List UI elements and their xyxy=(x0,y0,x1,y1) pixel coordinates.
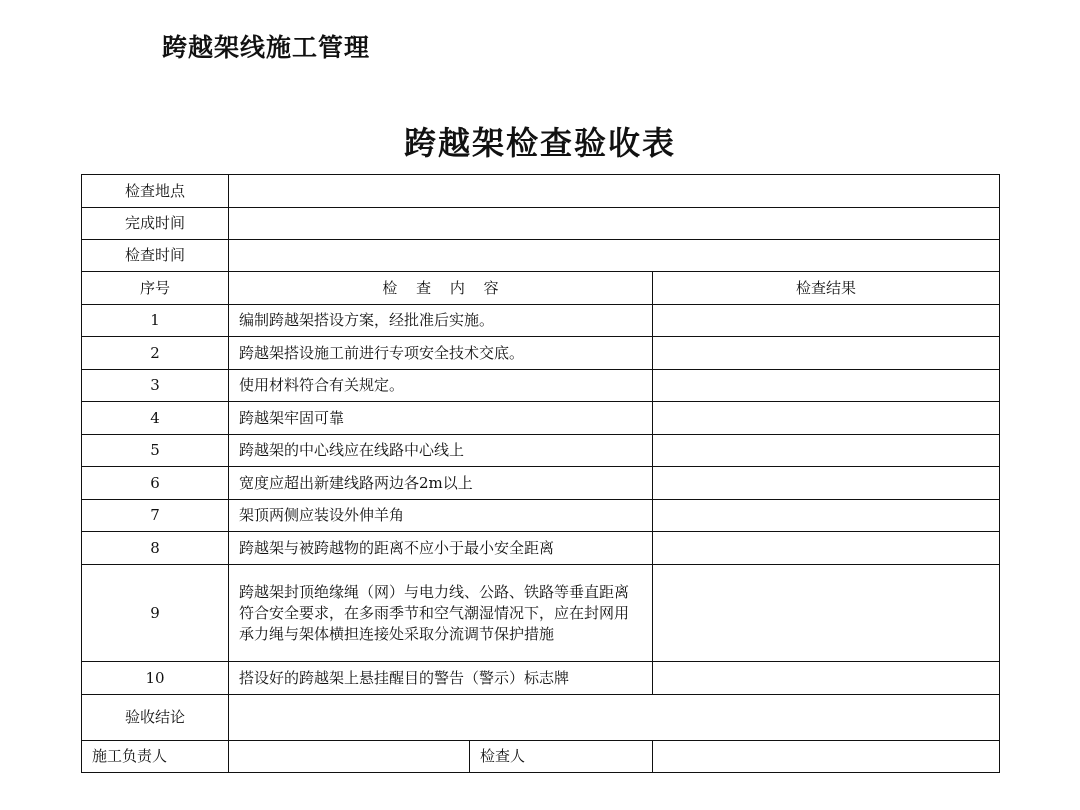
info-row-location xyxy=(82,175,1000,208)
table-row xyxy=(82,662,1000,695)
item-no: 8 xyxy=(82,532,229,565)
item-content: 跨越架与被跨越物的距离不应小于最小安全距离 xyxy=(229,532,653,565)
info-row-inspection-time xyxy=(82,240,1000,272)
page-header-title: 跨越架线施工管理 xyxy=(162,33,371,62)
item-result[interactable] xyxy=(653,467,1000,500)
table-row xyxy=(82,435,1000,467)
inspection-time-label: 检查时间 xyxy=(82,240,229,272)
item-content: 使用材料符合有关规定。 xyxy=(229,370,653,402)
location-label: 检查地点 xyxy=(82,175,229,208)
table-row xyxy=(82,370,1000,402)
column-header-no: 序号 xyxy=(82,272,229,305)
signature-row xyxy=(82,741,1000,773)
construction-leader-label: 施工负责人 xyxy=(82,741,229,773)
info-row-completion-time xyxy=(82,208,1000,240)
item-result[interactable] xyxy=(653,500,1000,532)
item-no: 1 xyxy=(82,305,229,337)
item-no: 10 xyxy=(82,662,229,695)
column-header-result: 检查结果 xyxy=(653,272,1000,305)
table-row xyxy=(82,565,1000,662)
table-row xyxy=(82,532,1000,565)
item-no: 2 xyxy=(82,337,229,370)
conclusion-value[interactable] xyxy=(229,695,1000,741)
conclusion-label: 验收结论 xyxy=(82,695,229,741)
item-content: 跨越架牢固可靠 xyxy=(229,402,653,435)
item-content: 跨越架的中心线应在线路中心线上 xyxy=(229,435,653,467)
item-no: 5 xyxy=(82,435,229,467)
item-content: 编制跨越架搭设方案，经批准后实施。 xyxy=(229,305,653,337)
item-content: 搭设好的跨越架上悬挂醒目的警告（警示）标志牌 xyxy=(229,662,653,695)
column-header-row xyxy=(82,272,1000,305)
item-result[interactable] xyxy=(653,402,1000,435)
inspection-form-table xyxy=(81,174,1000,773)
item-no: 7 xyxy=(82,500,229,532)
inspector-label: 检查人 xyxy=(470,741,653,773)
table-row xyxy=(82,500,1000,532)
item-no: 6 xyxy=(82,467,229,500)
construction-leader-value[interactable] xyxy=(229,741,470,773)
item-result[interactable] xyxy=(653,370,1000,402)
item-no: 4 xyxy=(82,402,229,435)
item-result[interactable] xyxy=(653,337,1000,370)
inspector-value[interactable] xyxy=(653,741,1000,773)
item-content: 跨越架封顶绝缘绳（网）与电力线、公路、铁路等垂直距离符合安全要求，在多雨季节和空气潮湿情况下，应在封网用承力绳与架体横担连接处采取分流调节保护措施 xyxy=(229,565,653,662)
table-row xyxy=(82,402,1000,435)
form-title: 跨越架检查验收表 xyxy=(403,124,676,162)
item-no: 9 xyxy=(82,565,229,662)
item-result[interactable] xyxy=(653,435,1000,467)
item-result[interactable] xyxy=(653,565,1000,662)
table-row xyxy=(82,337,1000,370)
item-result[interactable] xyxy=(653,532,1000,565)
table-row xyxy=(82,467,1000,500)
completion-time-value[interactable] xyxy=(229,208,1000,240)
item-result[interactable] xyxy=(653,305,1000,337)
item-content: 跨越架搭设施工前进行专项安全技术交底。 xyxy=(229,337,653,370)
completion-time-label: 完成时间 xyxy=(82,208,229,240)
item-result[interactable] xyxy=(653,662,1000,695)
item-no: 3 xyxy=(82,370,229,402)
item-content: 宽度应超出新建线路两边各2m以上 xyxy=(229,467,653,500)
location-value[interactable] xyxy=(229,175,1000,208)
conclusion-row xyxy=(82,695,1000,741)
column-header-content: 检 查 内 容 xyxy=(229,272,653,305)
item-content: 架顶两侧应装设外伸羊角 xyxy=(229,500,653,532)
inspection-time-value[interactable] xyxy=(229,240,1000,272)
table-row xyxy=(82,305,1000,337)
